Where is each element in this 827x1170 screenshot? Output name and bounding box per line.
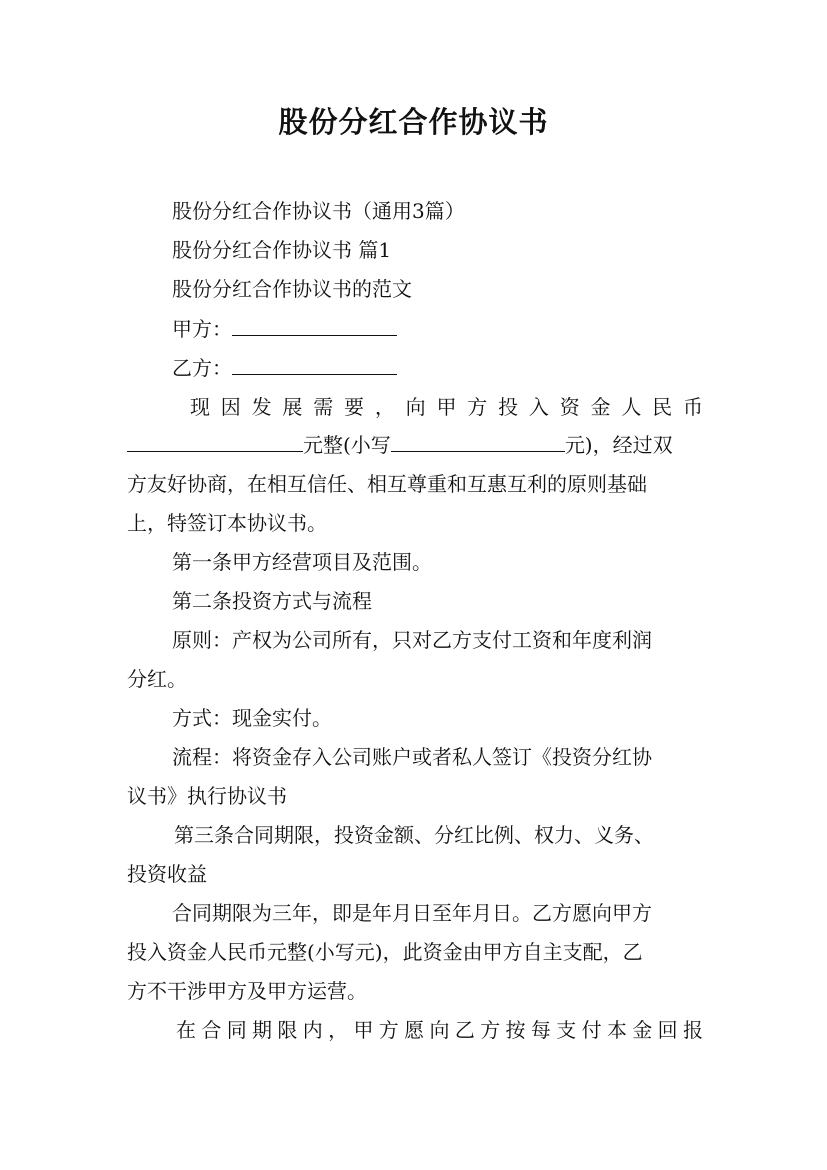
- party-a-line: [172, 316, 397, 342]
- principle-line-1: 原则：产权为公司所有，只对乙方支付工资和年度利润: [172, 628, 652, 652]
- section-subheading: 股份分红合作协议书的范文: [172, 277, 412, 301]
- party-a-blank: [232, 317, 397, 336]
- article-2: 第二条投资方式与流程: [172, 589, 372, 613]
- party-b-line: [172, 355, 397, 381]
- section-heading: 股份分红合作协议书 篇1: [172, 238, 392, 262]
- paragraph-1-line-3: 方友好协商，在相互信任、相互尊重和互惠互利的原则基础: [127, 472, 647, 496]
- term-line-1: 合同期限为三年，即是年月日至年月日。乙方愿向甲方: [172, 901, 652, 925]
- subtitle-line: 股份分红合作协议书（通用3篇）: [172, 199, 465, 223]
- article-1: 第一条甲方经营项目及范围。: [172, 550, 432, 574]
- document-title: 股份分红合作协议书: [278, 105, 549, 139]
- party-b-label: 乙方：: [172, 356, 232, 380]
- flow-line-1: 流程：将资金存入公司账户或者私人签订《投资分红协: [172, 745, 652, 769]
- amount-blank: [127, 433, 303, 452]
- amount-text: 元整(小写: [303, 433, 391, 457]
- party-b-blank: [232, 356, 397, 375]
- amount-text-2: 元)，经过双: [564, 433, 673, 457]
- article-3-line-2: 投资收益: [127, 862, 207, 886]
- paragraph-1-line-4: 上，特签订本协议书。: [127, 511, 327, 535]
- term-line-3: 方不干涉甲方及甲方运营。: [127, 979, 367, 1003]
- paragraph-1-line-2: [127, 432, 673, 458]
- last-line: 在合同期限内，甲方愿向乙方按每支付本金回报: [176, 1018, 703, 1042]
- principle-line-2: 分红。: [127, 667, 187, 691]
- amount-lower-blank: [391, 433, 565, 452]
- article-3-line-1: 第三条合同期限，投资金额、分红比例、权力、义务、: [174, 823, 654, 847]
- term-line-2: 投入资金人民币元整(小写元)，此资金由甲方自主支配，乙: [127, 940, 643, 964]
- flow-line-2: 议书》执行协议书: [127, 784, 287, 808]
- paragraph-1-line-1: 现因发展需要，向甲方投入资金人民币: [190, 395, 703, 419]
- party-a-label: 甲方：: [172, 317, 232, 341]
- method-line: 方式：现金实付。: [172, 706, 332, 730]
